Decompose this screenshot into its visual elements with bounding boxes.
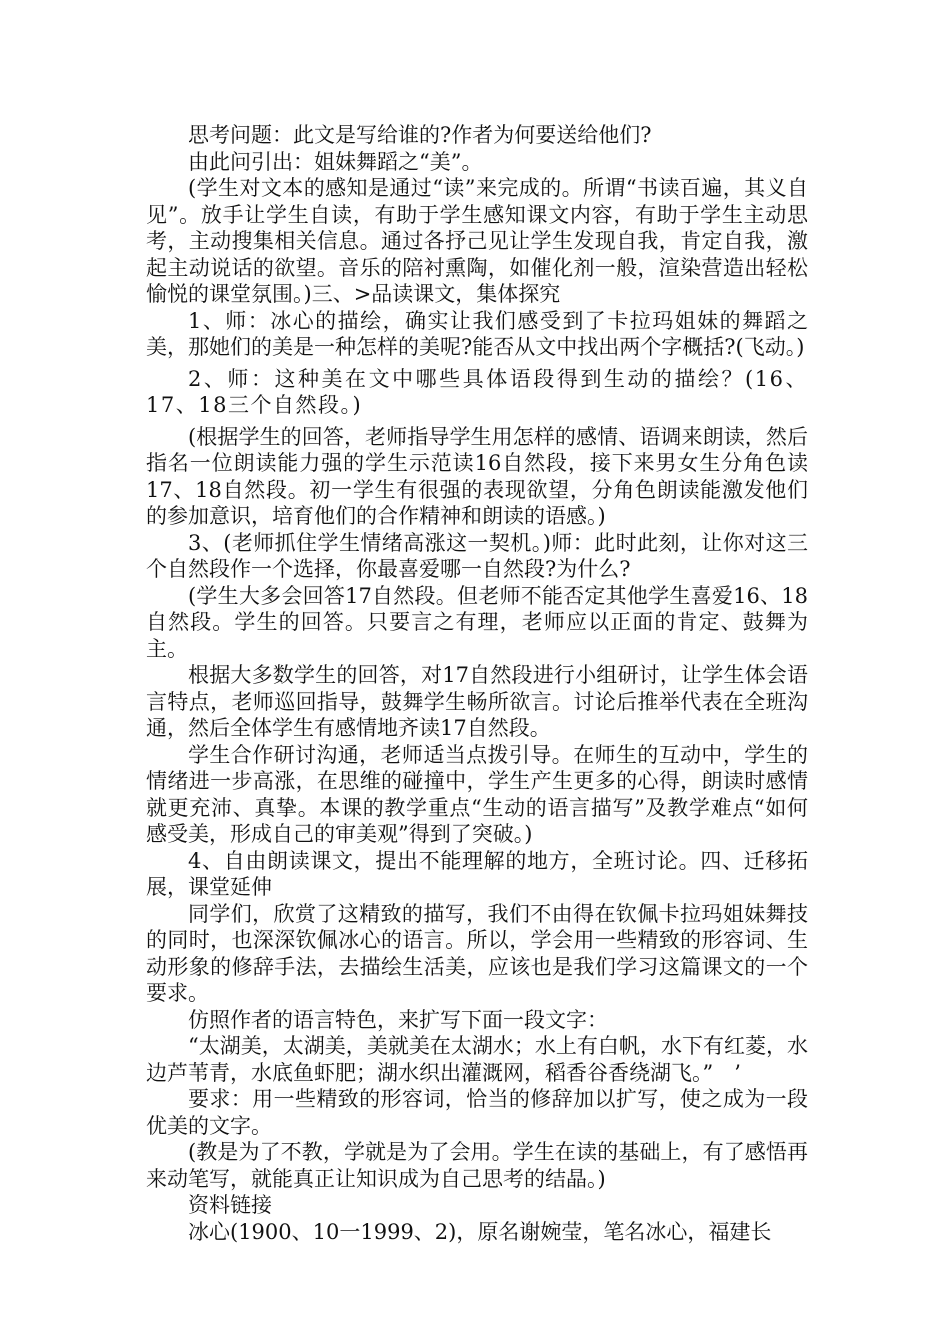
- paragraph-step-2: 2、师：这种美在文中哪些具体语段得到生动的描绘？(16、17、18三个自然段。): [146, 366, 808, 417]
- paragraph-group-study: 根据大多数学生的回答，对17自然段进行小组研讨，让学生体会语言特点，老师巡回指导，鼓舞学生畅所欲言。讨论后推举代表在全班沟通，然后全体学生有感情地齐读17自然段。: [146, 663, 808, 740]
- paragraph-teaching-note: (教是为了不教，学就是为了会用。学生在读的基础上，有了感悟再来动笔写，就能真正让知识成为自己思考的结晶。): [146, 1140, 808, 1191]
- paragraph-question: 思考问题：此文是写给谁的?作者为何要送给他们?: [188, 123, 652, 147]
- paragraph-resource-heading: 资料链接: [188, 1193, 272, 1217]
- paragraph-read-aloud-note: (根据学生的回答，老师指导学生用怎样的感情、语调来朗读，然后指名一位朗读能力强的学生示范读16自然段，接下来男女生分角色读17、18自然段。初一学生有很强的表现欲望，分角色朗读能激发他们的参加意识，培育他们的合作精神和朗读的语感。): [146, 424, 808, 528]
- paragraph-appreciation: 同学们，欣赏了这精致的描写，我们不由得在钦佩卡拉玛姐妹舞技的同时，也深深钦佩冰心的语言。所以，学会用一些精致的形容词、生动形象的修辞手法，去描绘生活美，应该也是我们学习这篇课文的一个要求。: [146, 901, 808, 1005]
- paragraph-answer-note: (学生大多会回答17自然段。但老师不能否定其他学生喜爱16、18自然段。学生的回答。只要言之有理，老师应以正面的肯定、鼓舞为主。: [146, 583, 808, 661]
- paragraph-step-1: 1、师：冰心的描绘，确实让我们感受到了卡拉玛姐妹的舞蹈之美，那她们的美是一种怎样的美呢?能否从文中找出两个字概括?(飞动。): [146, 308, 808, 359]
- paragraph-reading-note: (学生对文本的感知是通过“读”来完成的。所谓“书读百遍，其义自见”。放手让学生自读，有助于学生感知课文内容，有助于学生主动思考，主动搜集相关信息。通过各抒己见让学生发现自我，肯定自我，激起主动说话的欲望。音乐的陪衬熏陶，如催化剂一般，渲染营造出轻松愉悦的课堂氛围。)三、>品读课文，集体探究: [146, 176, 808, 306]
- paragraph-requirement: 要求：用一些精致的形容词，恰当的修辞加以扩写，使之成为一段优美的文字。: [146, 1087, 808, 1138]
- paragraph-taihu-quote: “太湖美，太湖美，美就美在太湖水；水上有白帆，水下有红菱，水边芦苇青，水底鱼虾肥；湖水织出灌溉网，稻香谷香绕湖飞。” ’: [146, 1034, 808, 1085]
- paragraph-bingxin-bio: 冰心(1900、10一1999、2)，原名谢婉莹，笔名冰心，福建长: [188, 1219, 772, 1244]
- paragraph-lead: 由此问引出：姐妹舞蹈之“美”。: [188, 149, 483, 174]
- paragraph-step-4: 4、自由朗读课文，提出不能理解的地方，全班讨论。四、迁移拓展，课堂延伸: [146, 848, 808, 899]
- paragraph-cooperation: 学生合作研讨沟通，老师适当点拨引导。在师生的互动中，学生的情绪进一步高涨，在思维的碰撞中，学生产生更多的心得，朗读时感情就更充沛、真挚。本课的教学重点“生动的语言描写”及教学难点“如何感受美，形成自己的审美观”得到了突破。): [146, 742, 808, 846]
- paragraph-step-3: 3、(老师抓住学生情绪高涨这一契机。)师：此时此刻，让你对这三个自然段作一个选择，你最喜爱哪一自然段?为什么?: [146, 530, 808, 581]
- document-page: [146, 122, 808, 1245]
- paragraph-imitation-task: 仿照作者的语言特色，来扩写下面一段文字：: [188, 1007, 608, 1032]
